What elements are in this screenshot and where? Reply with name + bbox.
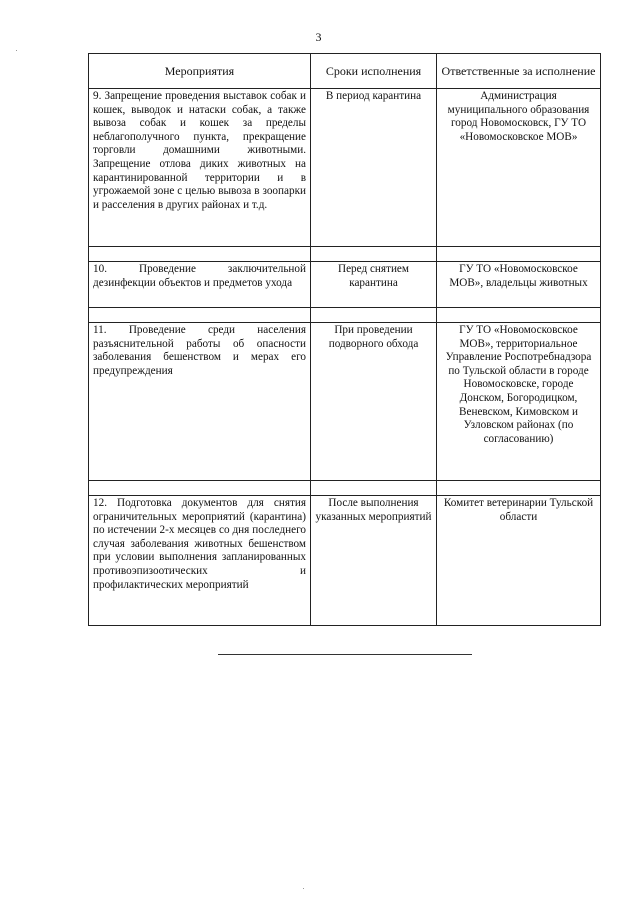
measure-cell: 11. Проведение среди населения разъяснительной работы об опасности заболевания бешенством и мерах его предупреждения xyxy=(89,323,311,481)
measure-cell: 9. Запрещение проведения выставок собак и кошек, выводок и натаски собак, а также вывоза собак и кошек за пределы неблагополучного пункта, прекращение торговли домашними животными. Запрещение отлова диких животных на карантинированной территории и в угрожаемой зоне с целью вывоза в зоопарки и расселения в других районах и т.д. xyxy=(89,89,311,247)
measure-cell: 12. Подготовка документов для снятия ограничительных мероприятий (карантина) по истечении 2-х месяцев со дня последнего случая заболевания животных бешенством при условии выполнения запланированных противоэпизоотических и профилактических мероприятий xyxy=(89,496,311,626)
responsible-cell: Администрация муниципального образования город Новомосковск, ГУ ТО «Новомосковское МОВ» xyxy=(437,89,601,247)
table-row xyxy=(89,89,601,247)
deadline-cell: После выполнения указанных мероприятий xyxy=(311,496,437,626)
header-measures: Мероприятия xyxy=(89,54,311,89)
responsible-cell: ГУ ТО «Новомосковское МОВ», территориальное Управление Роспотребнадзора по Тульской области в городе Новомосковске, городе Донском, Богородицком, Веневском, Кимовском и Узловском районах (по согласованию) xyxy=(437,323,601,481)
page-number: 3 xyxy=(315,30,322,44)
closing-rule xyxy=(218,654,472,655)
measure-cell: 10. Проведение заключительной дезинфекции объектов и предметов ухода xyxy=(89,262,311,308)
scan-speck xyxy=(303,888,304,889)
deadline-cell: Перед снятием карантина xyxy=(311,262,437,308)
table-row xyxy=(89,262,601,308)
table-row xyxy=(89,323,601,481)
table-header-row xyxy=(89,54,601,89)
deadline-cell: В период карантина xyxy=(311,89,437,247)
header-responsible: Ответственные за исполнение xyxy=(437,54,601,89)
table-row-spacer xyxy=(89,247,601,262)
deadline-cell: При проведении подворного обхода xyxy=(311,323,437,481)
scan-speck xyxy=(16,50,17,51)
responsible-cell: Комитет ветеринарии Тульской области xyxy=(437,496,601,626)
header-deadlines: Сроки исполнения xyxy=(311,54,437,89)
measures-table xyxy=(88,53,601,626)
table-row-spacer xyxy=(89,481,601,496)
responsible-cell: ГУ ТО «Новомосковское МОВ», владельцы животных xyxy=(437,262,601,308)
table-row xyxy=(89,496,601,626)
table-row-spacer xyxy=(89,308,601,323)
